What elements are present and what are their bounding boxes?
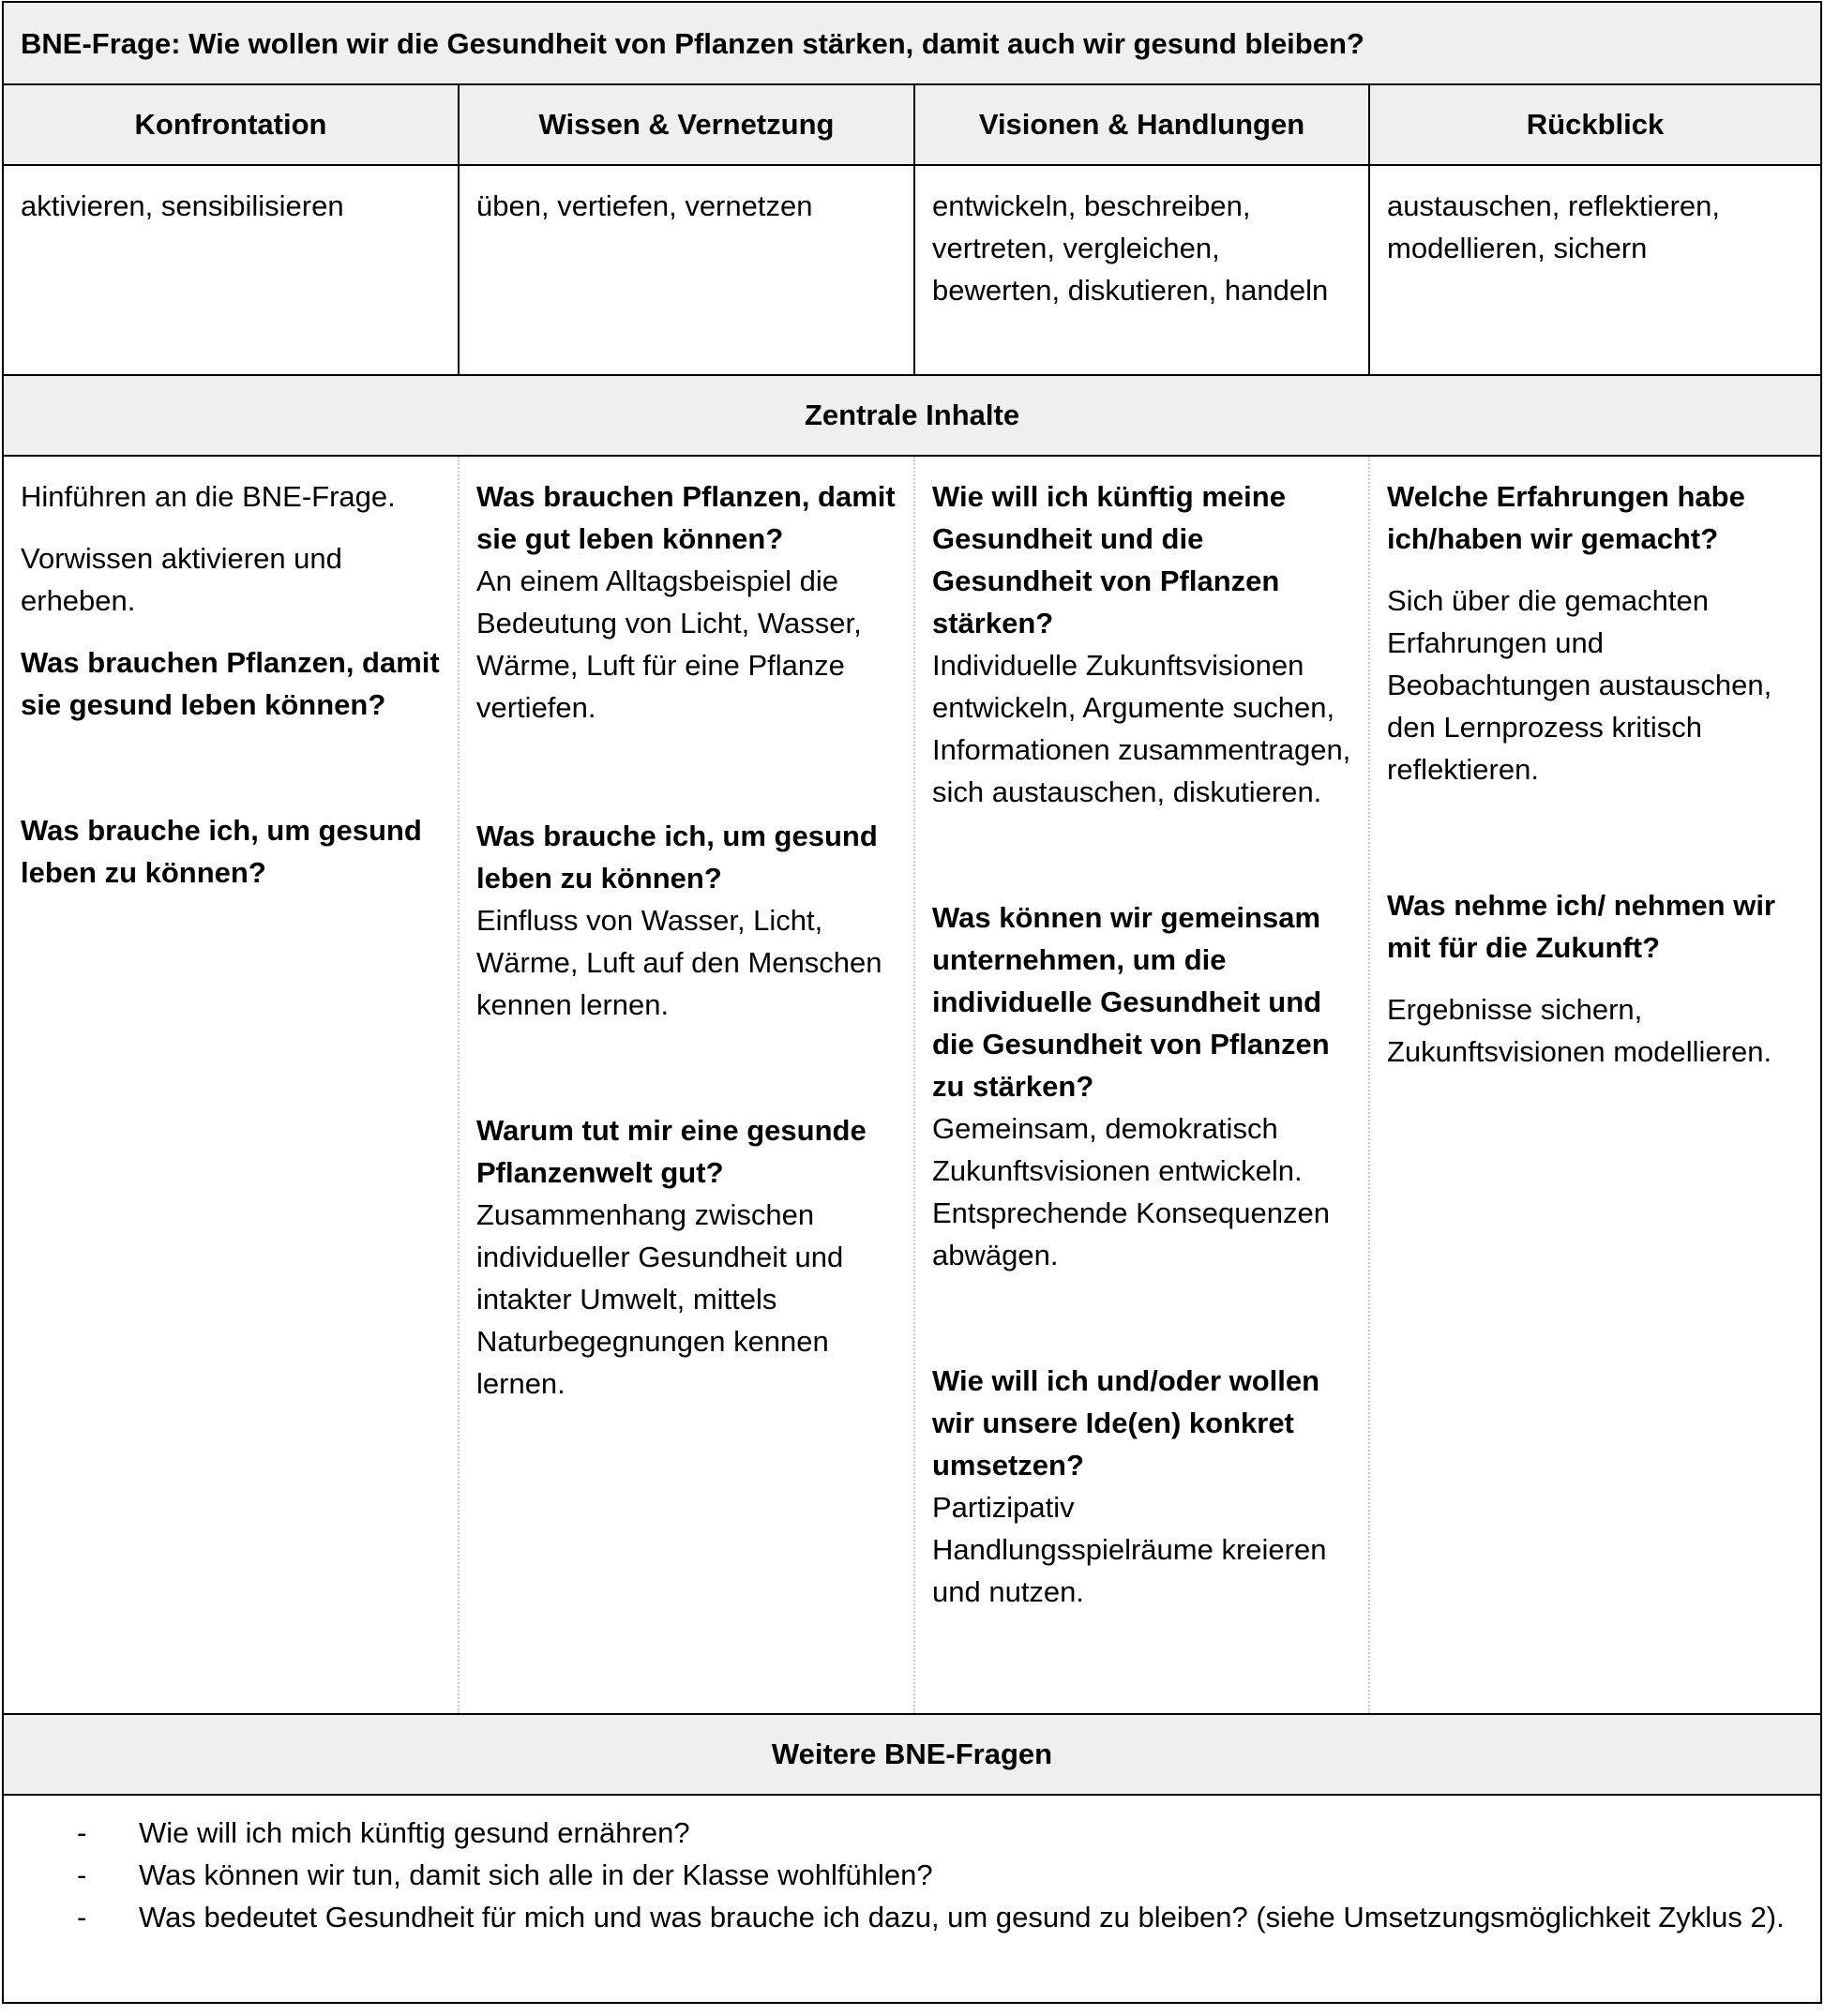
phase-header-visionen: Visionen & Handlungen bbox=[914, 84, 1369, 165]
content-text: Sich über die gemachten Erfahrungen und Beobachtungen austauschen, den Lernprozess kritisch reflektieren. bbox=[1387, 584, 1772, 786]
bullet-dash: - bbox=[77, 1858, 87, 1891]
more-header-row bbox=[3, 1714, 1821, 1795]
content-question: Was nehme ich/ nehmen wir mit für die Zukunft? bbox=[1387, 889, 1776, 964]
content-question: Was brauche ich, um gesund leben zu können? bbox=[21, 814, 422, 889]
content-text: An einem Alltagsbeispiel die Bedeutung von Licht, Wasser, Wärme, Luft für eine Pflanze vertiefen. bbox=[476, 564, 862, 724]
title-row bbox=[3, 2, 1821, 84]
bne-question-title: BNE-Frage: Wie wollen wir die Gesundheit von Pflanzen stärken, damit auch wir gesund bleiben? bbox=[21, 27, 1364, 60]
phase-verbs-konfrontation: aktivieren, sensibilisieren bbox=[3, 165, 459, 375]
phase-verbs-visionen: entwickeln, beschreiben, vertreten, vergleichen, bewerten, diskutieren, handeln bbox=[914, 165, 1369, 375]
phase-header-rueckblick: Rückblick bbox=[1369, 84, 1821, 165]
content-text: Ergebnisse sichern, Zukunftsvisionen modellieren. bbox=[1387, 993, 1772, 1068]
central-header-row bbox=[3, 375, 1821, 456]
central-contents-row bbox=[3, 456, 1821, 1714]
content-column-rueckblick bbox=[1369, 456, 1821, 1714]
phase-header-konfrontation: Konfrontation bbox=[3, 84, 459, 165]
bullet-dash: - bbox=[77, 1901, 87, 1933]
list-item: - Wie will ich mich künftig gesund ernähren? bbox=[77, 1812, 1803, 1854]
more-questions-header: Weitere BNE-Fragen bbox=[3, 1714, 1821, 1795]
bne-question-title-cell bbox=[3, 2, 1821, 84]
content-question: Was brauchen Pflanzen, damit sie gesund leben können? bbox=[21, 646, 440, 721]
content-text: Zusammenhang zwischen individueller Gesundheit und intakter Umwelt, mittels Naturbegegnungen kennen lernen. bbox=[476, 1198, 844, 1400]
phase-header-row bbox=[3, 84, 1821, 165]
content-question: Was brauchen Pflanzen, damit sie gut leben können? bbox=[476, 480, 896, 555]
content-text: Gemeinsam, demokratisch Zukunftsvisionen entwickeln. Entsprechende Konsequenzen abwägen. bbox=[932, 1112, 1330, 1271]
content-question: Wie will ich und/oder wollen wir unsere Ide(en) konkret umsetzen? bbox=[932, 1364, 1320, 1482]
bullet-dash: - bbox=[77, 1816, 87, 1849]
content-text: Einfluss von Wasser, Licht, Wärme, Luft auf den Menschen kennen lernen. bbox=[476, 904, 882, 1021]
list-item: - Was können wir tun, damit sich alle in der Klasse wohlfühlen? bbox=[77, 1854, 1803, 1896]
content-question: Warum tut mir eine gesunde Pflanzenwelt gut? bbox=[476, 1114, 867, 1189]
content-question: Welche Erfahrungen habe ich/haben wir gemacht? bbox=[1387, 480, 1745, 555]
content-text: Hinführen an die BNE-Frage. bbox=[21, 480, 396, 513]
list-item: - Was bedeutet Gesundheit für mich und was brauche ich dazu, um gesund zu bleiben? (siehe Umsetzungsmöglichkeit Zyklus 2). bbox=[77, 1896, 1803, 1938]
content-text: Partizipativ Handlungsspielräume kreieren und nutzen. bbox=[932, 1491, 1327, 1608]
phase-verbs-wissen: üben, vertiefen, vernetzen bbox=[459, 165, 914, 375]
content-column-wissen bbox=[459, 456, 914, 1714]
content-question: Was brauche ich, um gesund leben zu können? bbox=[476, 820, 878, 895]
content-column-konfrontation bbox=[3, 456, 459, 1714]
phase-verbs-row bbox=[3, 165, 1821, 375]
phase-verbs-rueckblick: austauschen, reflektieren, modellieren, sichern bbox=[1369, 165, 1821, 375]
content-text: Individuelle Zukunftsvisionen entwickeln, Argumente suchen, Informationen zusammentragen, sich austauschen, diskutieren. bbox=[932, 649, 1351, 808]
content-question: Wie will ich künftig meine Gesundheit und die Gesundheit von Pflanzen stärken? bbox=[932, 480, 1286, 639]
central-contents-header: Zentrale Inhalte bbox=[3, 375, 1821, 456]
phase-header-wissen: Wissen & Vernetzung bbox=[459, 84, 914, 165]
more-questions-cell bbox=[3, 1795, 1821, 2003]
more-questions-list bbox=[4, 1796, 1820, 1938]
lesson-plan-table bbox=[2, 1, 1822, 2004]
content-question: Was können wir gemeinsam unternehmen, um die individuelle Gesundheit und die Gesundheit von Pflanzen zu stärken? bbox=[932, 901, 1330, 1103]
content-text: Vorwissen aktivieren und erheben. bbox=[21, 542, 342, 617]
content-column-visionen bbox=[914, 456, 1369, 1714]
more-questions-row bbox=[3, 1795, 1821, 2003]
